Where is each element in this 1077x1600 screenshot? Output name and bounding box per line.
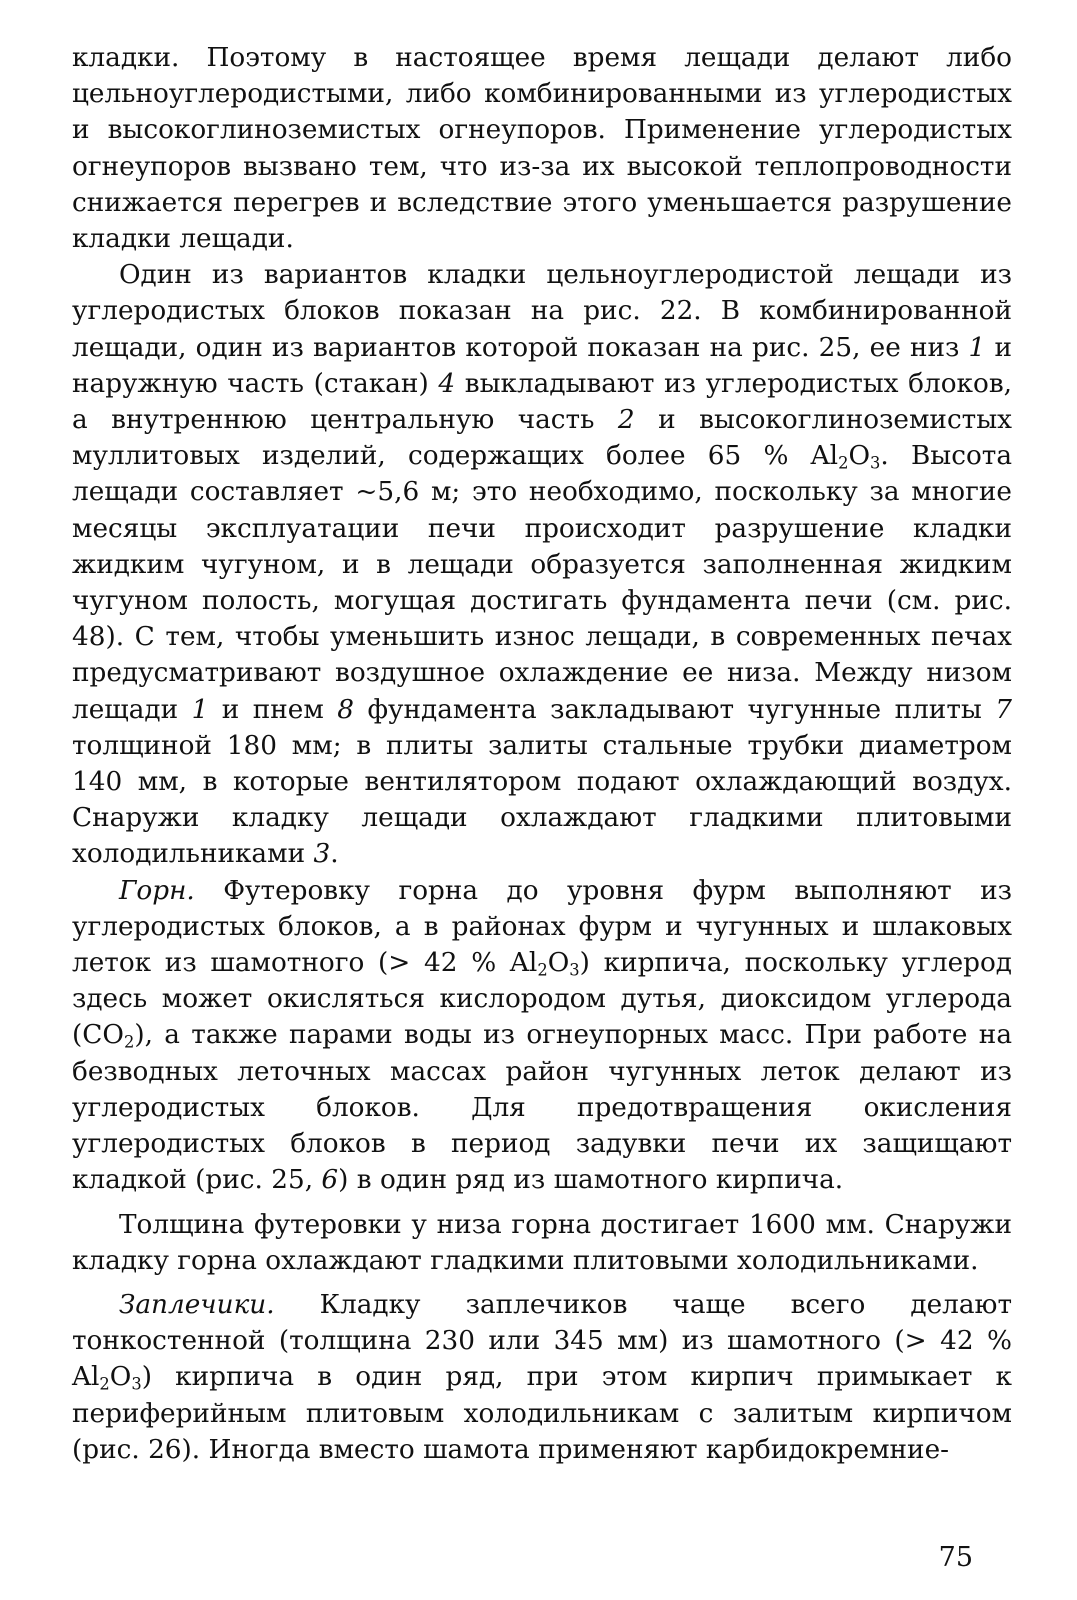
text-run: O	[547, 948, 570, 979]
text-run: ) в один ряд из шамотного кирпича.	[338, 1165, 844, 1196]
italic-run: 1	[968, 332, 986, 363]
text-run: . Высота лещади составляет ~5,6 м; это необходимо, поскольку за многие месяцы эксплуатации печи происходит разрушение кладки жидким чугуном, и в лещади образуется заполненная жидким чугуном полость, могущая достигать фундамента печи (см. рис. 48). С тем, чтобы уменьшить износ лещади, в современных печах предусматривают воздушное охлаждение ее низа. Между низом лещади	[72, 441, 1012, 725]
text-run: Футеровку горна до уровня фурм выполняют из углеродистых блоков, а в районах фурм и чугунных и шлаковых леток из шамотного (> 42 % Al	[72, 875, 1012, 979]
subscript-run: 2	[537, 960, 548, 980]
text-run: фундамента закладывают чугунные плиты	[354, 694, 996, 725]
paragraph-2	[72, 257, 1012, 872]
subscript-run: 2	[838, 453, 849, 473]
body-text	[72, 40, 1012, 1468]
text-run: Один из вариантов кладки цельноуглеродистой лещади из углеродистых блоков показан на рис. 22. В комбинированной лещади, один из вариантов которой показан на рис. 25, ее низ	[72, 260, 1012, 363]
italic-run: 3	[313, 839, 331, 870]
text-run: кладки. Поэтому в настоящее время лещади делают либо цельноуглеродистыми, либо комбинированными из углеродистых и высокоглиноземистых огнеупоров. Применение углеродистых огнеупоров вызвано тем, что из-за их высокой теплопроводности снижается перегрев и вследствие этого уменьшается разрушение кладки лещади.	[72, 43, 1012, 255]
subscript-run: 3	[569, 960, 580, 980]
italic-run: 8	[337, 694, 354, 725]
text-run: ) кирпича, поскольку углерод здесь может окисляться кислородом дутья, диоксидом углерода (CO	[72, 948, 1012, 1051]
subscript-run: 2	[99, 1374, 110, 1394]
italic-run: 1	[191, 694, 209, 725]
italic-run: 4	[438, 368, 456, 399]
subscript-run: 3	[870, 453, 881, 473]
text-run: Толщина футеровки у низа горна достигает 1600 мм. Снаружи кладку горна охлаждают гладкими плитовыми холодильниками.	[72, 1209, 1012, 1276]
text-run: Кладку заплечиков чаще всего делают тонкостенной (толщина 230 или 345 мм) из шамотного (> 42 % Al	[72, 1289, 1012, 1393]
paragraph-4	[72, 1207, 1012, 1279]
text-run: толщиной 180 мм; в плиты залиты стальные трубки диаметром 140 мм, в которые вентилятором подают охлаждающий воздух. Снаружи кладку лещади охлаждают гладкими плитовыми холодильниками	[72, 730, 1012, 870]
italic-run: 2	[617, 405, 635, 436]
italic-run: Заплечики.	[119, 1289, 275, 1320]
paragraph-1	[72, 40, 1012, 257]
italic-run: 7	[995, 694, 1012, 725]
text-run: и пнем	[208, 694, 338, 725]
text-run: O	[109, 1362, 132, 1393]
paragraph-5	[72, 1287, 1012, 1468]
paragraph-3	[72, 873, 1012, 1199]
italic-run: Горн.	[119, 875, 195, 906]
page-number: 75	[938, 1542, 973, 1573]
text-run: и наружную часть (стакан)	[72, 332, 1012, 399]
italic-run: 6	[321, 1165, 339, 1196]
text-run: ), а также парами воды из огнеупорных масс. При работе на безводных леточных массах район чугунных леток делают из углеродистых блоков. Для предотвращения окисления углеродистых блоков в период задувки печи их защищают кладкой (рис. 25,	[72, 1020, 1012, 1196]
text-run: и высокоглиноземистых муллитовых изделий, содержащих более 65 % Al	[72, 405, 1012, 472]
text-run: .	[330, 839, 339, 870]
subscript-run: 3	[131, 1374, 142, 1394]
text-run: O	[848, 441, 870, 472]
text-run: ) кирпича в один ряд, при этом кирпич примыкает к периферийным плитовым холодильникам с залитым кирпичом (рис. 26). Иногда вместо шамота применяют карбидокремние-	[72, 1362, 1012, 1465]
subscript-run: 2	[123, 1033, 135, 1053]
text-run: выкладывают из углеродистых блоков, а внутреннюю центральную часть	[72, 368, 1012, 436]
